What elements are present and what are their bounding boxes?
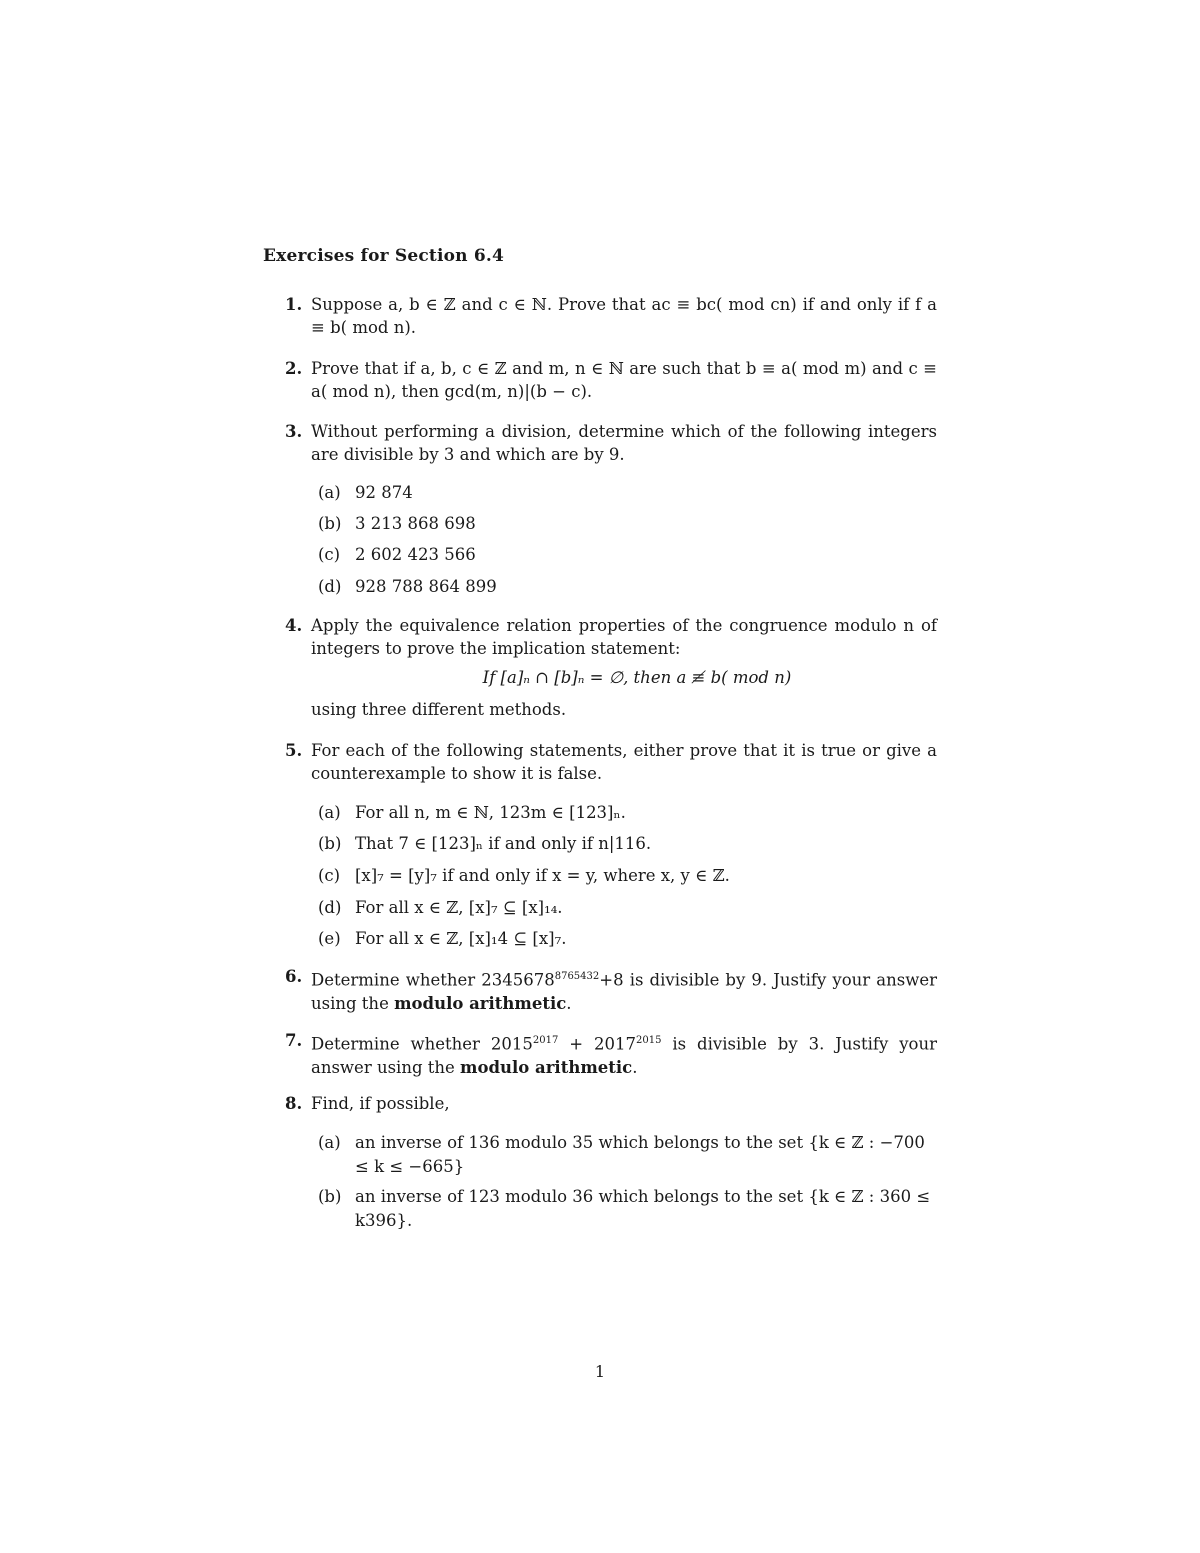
exercise-2: [285, 357, 937, 403]
exercise-number: 6.: [285, 967, 303, 986]
exercise-number: 7.: [285, 1031, 303, 1050]
sub-item-text: For all x ∈ ℤ, [x]₁4 ⊆ [x]₇.: [355, 929, 567, 948]
exercise-4: [285, 614, 937, 660]
sub-item-text: an inverse of 123 modulo 36 which belongs to the set {k ∈ ℤ : 360 ≤ k396}.: [355, 1187, 931, 1230]
sub-item-text: 92 874: [355, 483, 413, 502]
display-statement: If [a]ₙ ∩ [b]ₙ = ∅, then a ≢ b( mod n): [482, 668, 792, 687]
sub-item: [318, 543, 938, 567]
text-segment: Determine whether 2015: [311, 1034, 533, 1054]
sub-item-label: (b): [318, 1187, 342, 1206]
sub-item-label: (d): [318, 577, 342, 596]
sub-item-label: (c): [318, 866, 341, 885]
sub-item: [318, 927, 938, 951]
sub-item: [318, 832, 938, 856]
sub-item-text: 928 788 864 899: [355, 577, 497, 596]
text-segment: is divisible by 3. Justify your answer using the: [311, 1034, 937, 1077]
exercise-1: [285, 293, 937, 339]
text-segment: + 2017: [558, 1034, 636, 1054]
text-segment: +8 is divisible by 9. Justify your answer using the: [311, 970, 937, 1013]
sub-item-text: an inverse of 136 modulo 35 which belongs to the set {k ∈ ℤ : −700 ≤ k ≤ −665}: [355, 1133, 925, 1176]
sub-item-label: (b): [318, 514, 342, 533]
exercise-6: [285, 965, 937, 1015]
sub-item: [318, 1185, 938, 1233]
exercise-number: 2.: [285, 359, 303, 378]
sub-item-label: (d): [318, 898, 342, 917]
exercise-text: [311, 965, 937, 1015]
section-heading: Exercises for Section 6.4: [263, 246, 505, 266]
sub-item-text: That 7 ∈ [123]ₙ if and only if n|116.: [355, 834, 652, 853]
sub-item-text: For all x ∈ ℤ, [x]₇ ⊆ [x]₁₄.: [355, 898, 563, 917]
sub-item-label: (a): [318, 483, 341, 502]
exercise-text: Without performing a division, determine which of the following integers are divisible by 3 and which are by 9.: [311, 422, 937, 464]
exercise-text: [311, 1029, 937, 1079]
sub-item-text: [x]₇ = [y]₇ if and only if x = y, where x, y ∈ ℤ.: [355, 866, 730, 885]
exercise-number: 5.: [285, 741, 303, 760]
page-number: 1: [594, 1362, 606, 1381]
exponent: 2017: [532, 1035, 559, 1046]
exercise-number: 3.: [285, 422, 303, 441]
sub-item-text: For all n, m ∈ ℕ, 123m ∈ [123]ₙ.: [355, 803, 626, 822]
exercise-text: Suppose a, b ∈ ℤ and c ∈ ℕ. Prove that ac ≡ bc( mod cn) if and only if f a ≡ b( mod n).: [311, 295, 937, 337]
exercise-3: [285, 420, 937, 466]
exponent: 8765432: [554, 971, 600, 982]
exercise-8: [285, 1092, 937, 1115]
sub-item-label: (c): [318, 545, 341, 564]
exercise-number: 1.: [285, 295, 303, 314]
exercise-number: 8.: [285, 1094, 303, 1113]
sub-item: [318, 864, 938, 888]
text-segment: Determine whether 2345678: [311, 970, 555, 990]
sub-item: [318, 801, 938, 825]
sub-item: [318, 896, 938, 920]
bold-term: modulo arithmetic: [394, 993, 567, 1013]
exercise-followup-text: using three different methods.: [311, 700, 567, 719]
sub-item: [318, 575, 938, 599]
exercise-5: [285, 739, 937, 785]
sub-item-label: (e): [318, 929, 341, 948]
sub-item-text: 2 602 423 566: [355, 545, 476, 564]
exercise-number: 4.: [285, 616, 303, 635]
text-segment: .: [632, 1057, 638, 1077]
text-segment: .: [566, 993, 572, 1013]
sub-item: [318, 481, 938, 505]
exercise-7: [285, 1029, 937, 1079]
bold-term: modulo arithmetic: [460, 1057, 633, 1077]
exponent: 2015: [636, 1035, 662, 1046]
sub-item-label: (a): [318, 803, 341, 822]
sub-item: [318, 1131, 938, 1179]
sub-item: [318, 512, 938, 536]
exercise-text: Prove that if a, b, c ∈ ℤ and m, n ∈ ℕ are such that b ≡ a( mod m) and c ≡ a( mod n), then gcd(m, n)|(b − c).: [311, 359, 937, 401]
sub-item-text: 3 213 868 698: [355, 514, 476, 533]
exercise-text: Apply the equivalence relation properties of the congruence modulo n of integers to prove the implication statement:: [311, 616, 937, 658]
exercise-text: For each of the following statements, either prove that it is true or give a counterexample to show it is false.: [311, 741, 937, 783]
sub-item-label: (b): [318, 834, 342, 853]
exercise-text: Find, if possible,: [311, 1094, 450, 1113]
sub-item-label: (a): [318, 1133, 341, 1152]
